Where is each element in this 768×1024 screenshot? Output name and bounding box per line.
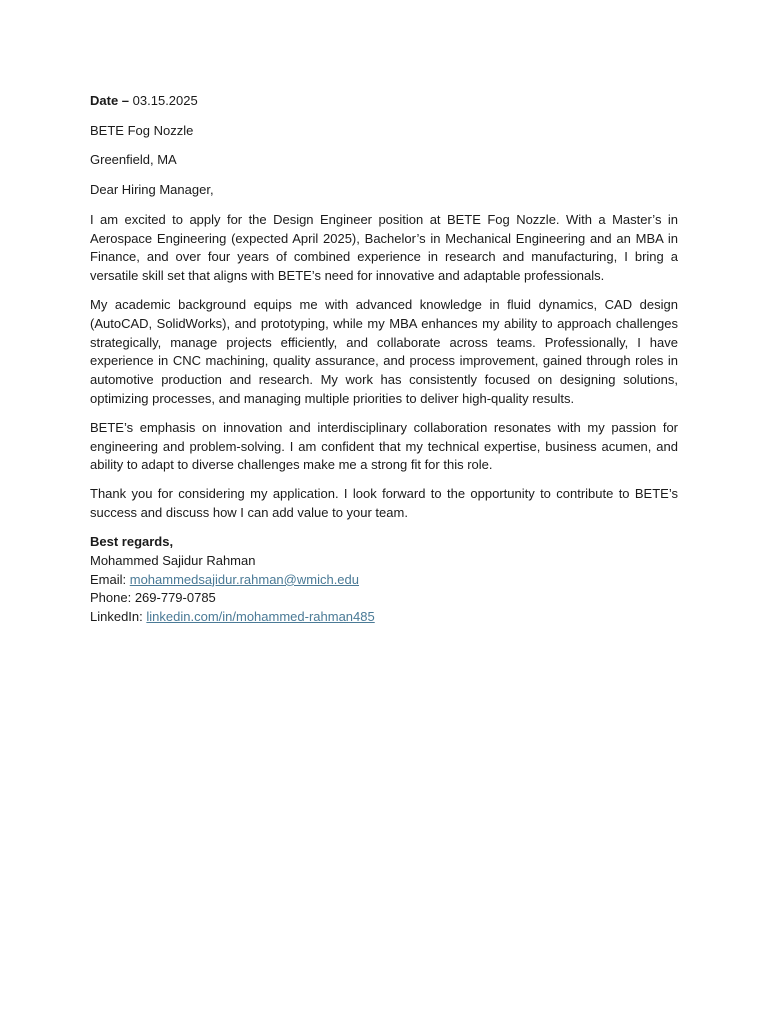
signature-block [90,533,678,627]
cover-letter-page [90,92,678,627]
body-paragraph-1: I am excited to apply for the Design Engineer position at BETE Fog Nozzle. With a Master’s in Aerospace Engineering (expected April 2025), Bachelor’s in Mechanical Engineering and an MBA in Finance, and over four years of combined experience in research and manufacturing, I bring a versatile skill set that aligns with BETE’s need for innovative and adaptable professionals. [90,211,678,283]
body-paragraph-4: Thank you for considering my application. I look forward to the opportunity to contribute to BETE’s success and discuss how I can add value to your team. [90,486,678,521]
body-paragraph-3: BETE’s emphasis on innovation and interdisciplinary collaboration resonates with my passion for engineering and problem-solving. I am confident that my technical expertise, business acumen, and ability to adapt to diverse challenges make me a strong fit for this role. [90,419,678,473]
email-line [90,571,678,590]
email-label: Email: [90,571,127,587]
linkedin-link[interactable]: linkedin.com/in/mohammed-rahman485 [146,609,375,625]
phone-line [90,589,678,608]
phone-number: 269-779-0785 [134,590,216,606]
email-link[interactable]: mohammedsajidur.rahman@wmich.edu [129,571,359,587]
linkedin-label: LinkedIn: [90,609,143,625]
date-line [90,92,678,111]
company-location: Greenfield, MA [90,152,177,168]
phone-label: Phone: [90,590,132,606]
body-paragraph-2: My academic background equips me with advanced knowledge in fluid dynamics, CAD design (AutoCAD, SolidWorks), and prototyping, while my MBA enhances my ability to approach challenges strategically, manage projects efficiently, and collaborate across teams. Professionally, I have experience in CNC machining, quality assurance, and process improvement, gained through roles in automotive production and research. My work has consistently focused on designing solutions, optimizing processes, and managing multiple priorities to deliver high-quality results. [90,297,678,406]
date-label: Date – [90,93,130,108]
signer-name: Mohammed Sajidur Rahman [90,553,256,569]
date-value: 03.15.2025 [132,93,198,108]
company-name: BETE Fog Nozzle [90,122,194,138]
closing: Best regards, [90,534,174,550]
linkedin-line [90,608,678,627]
salutation: Dear Hiring Manager, [90,182,214,198]
